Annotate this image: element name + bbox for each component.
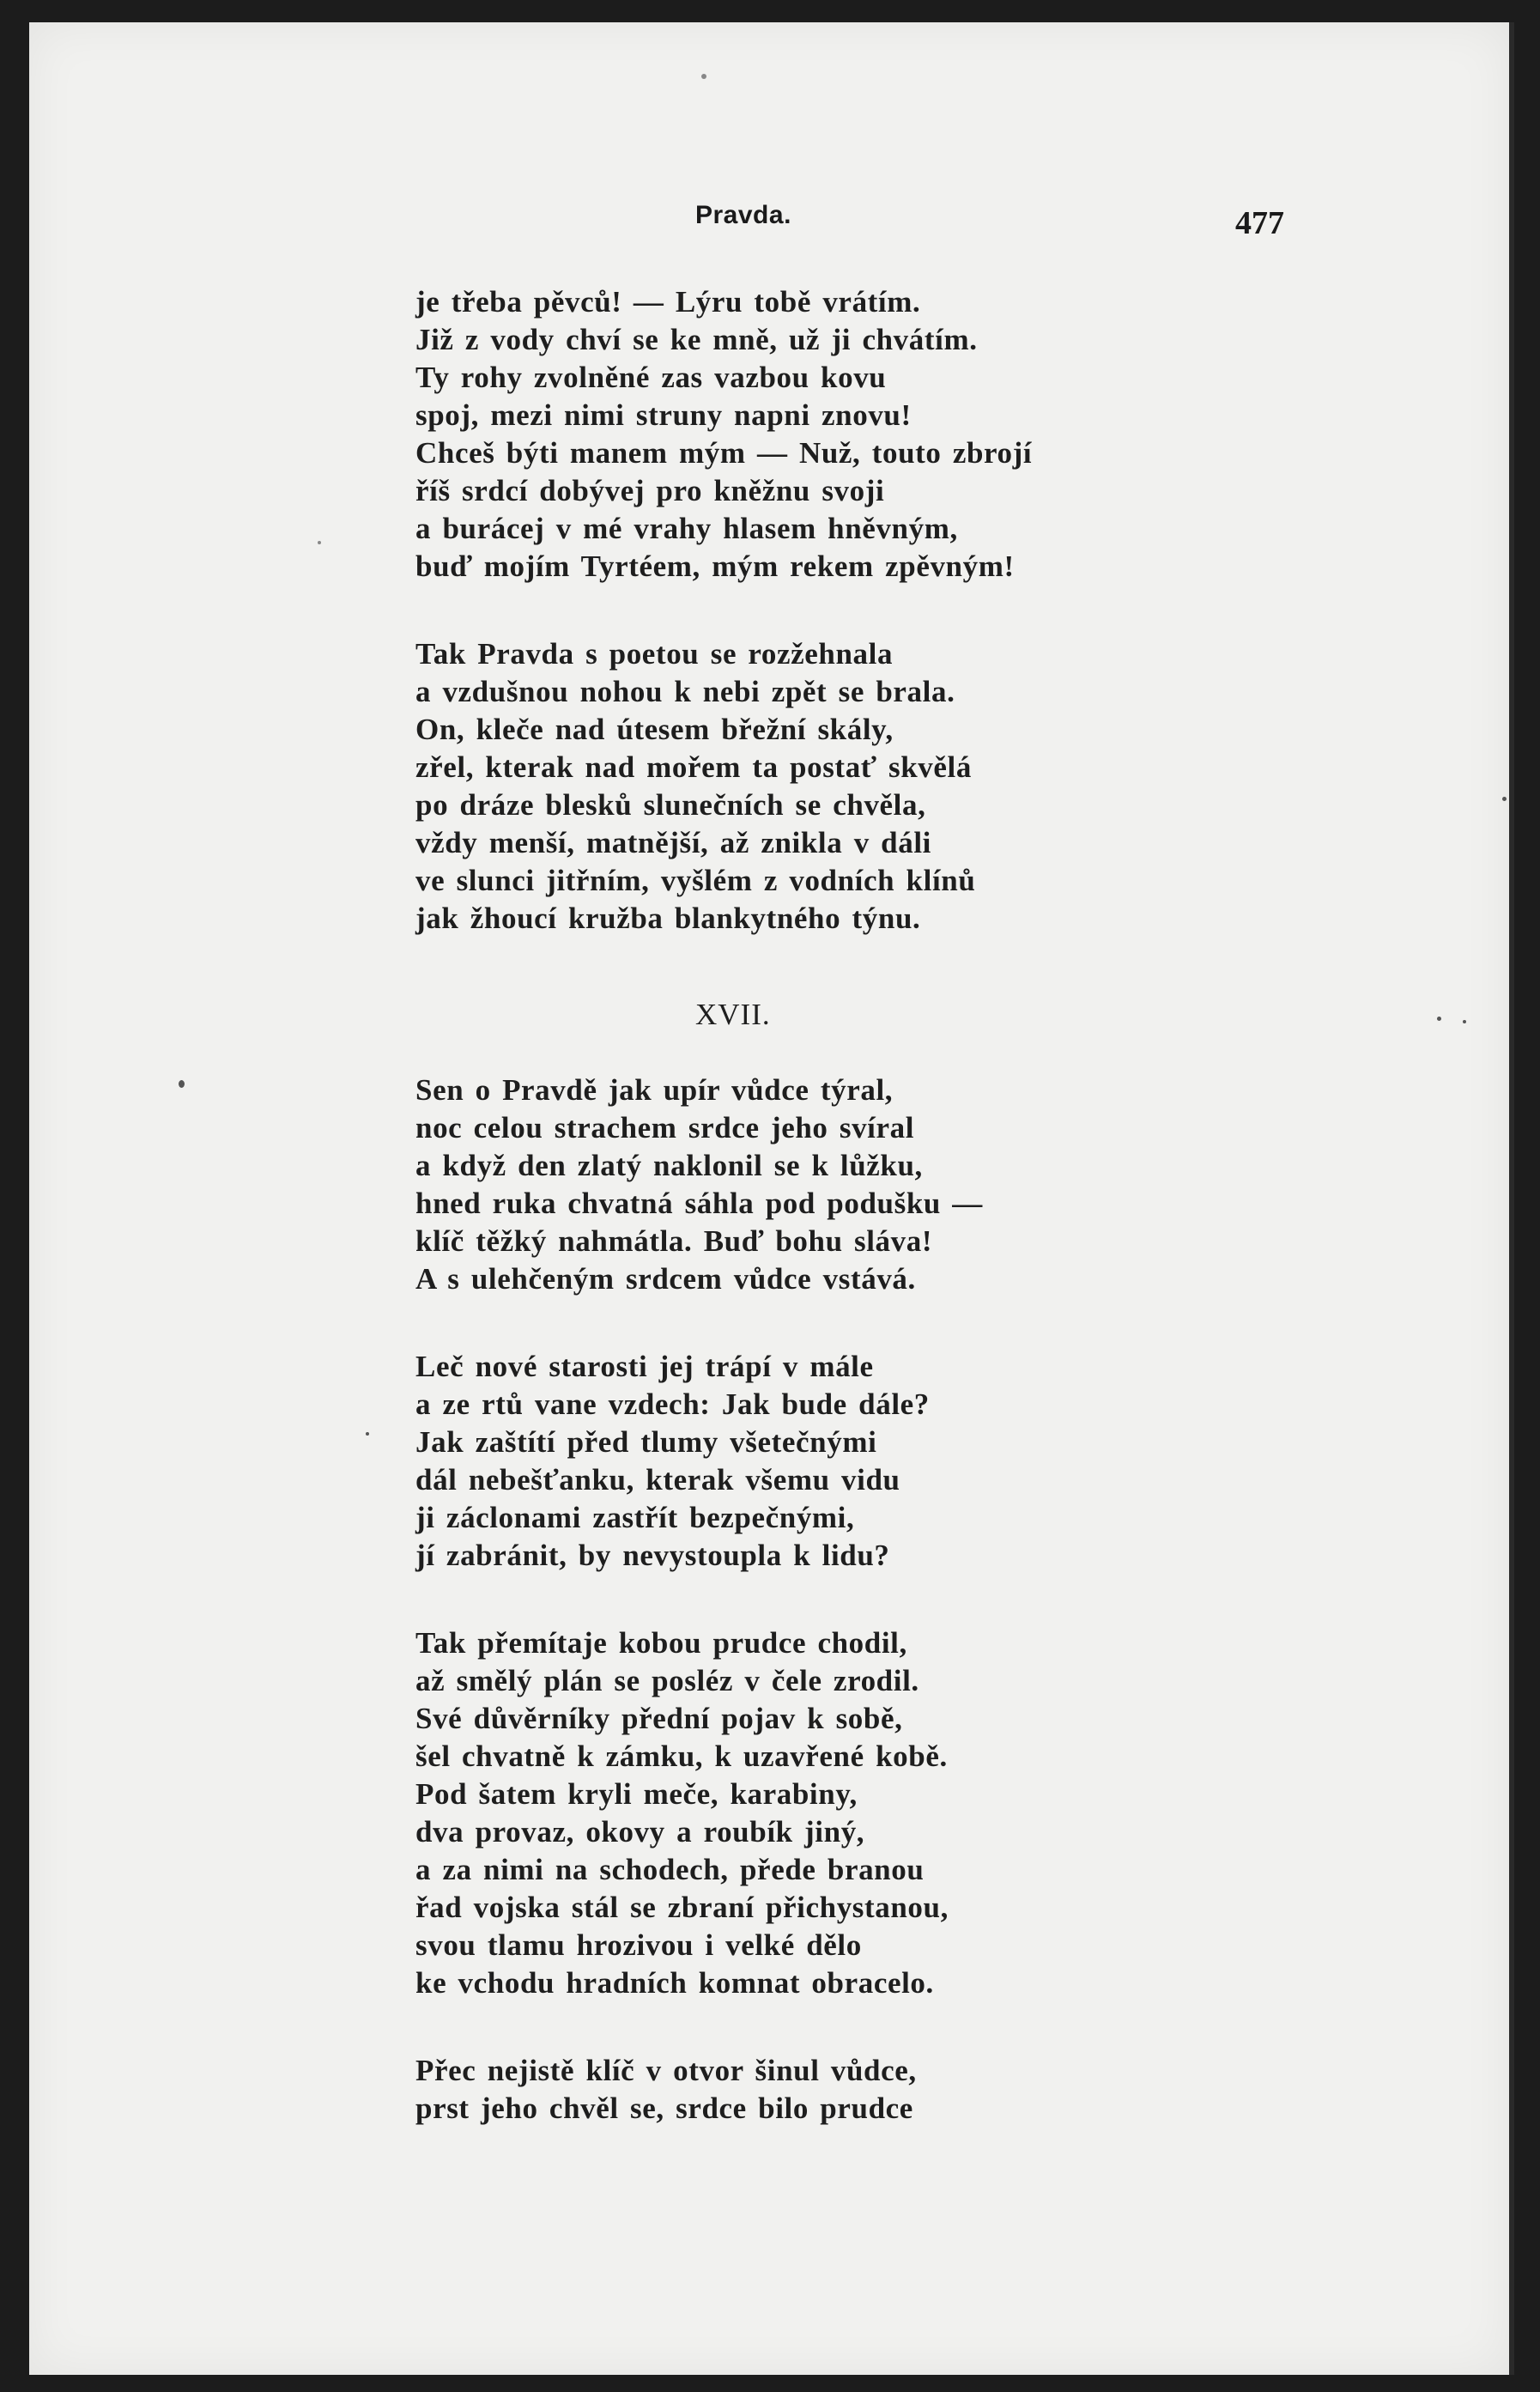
- verse-line: Ty rohy zvolněné zas vazbou kovu: [415, 361, 887, 394]
- scan-speck: [366, 1432, 369, 1436]
- verse-line: dál nebešťanku, kterak všemu vidu: [415, 1463, 900, 1497]
- verse-line: jak žhoucí kružba blankytného týnu.: [415, 902, 921, 935]
- stanza-3: [415, 1072, 1360, 1298]
- verse-line: Přec nejistě klíč v otvor šinul vůdce,: [415, 2054, 917, 2087]
- verse-line: až smělý plán se posléz v čele zrodil.: [415, 1664, 919, 1697]
- scan-speck: [1437, 1017, 1441, 1021]
- scan-speck: [179, 1080, 185, 1088]
- verse-line: buď mojím Tyrtéem, mým rekem zpěvným!: [415, 549, 1015, 583]
- verse-line: Tak přemítaje kobou prudce chodil,: [415, 1626, 907, 1660]
- verse-line: Již z vody chví se ke mně, už ji chvátím.: [415, 323, 978, 356]
- verse-line: řad vojska stál se zbraní přichystanou,: [415, 1891, 949, 1924]
- verse-line: a když den zlatý naklonil se k lůžku,: [415, 1149, 923, 1182]
- verse-line: spoj, mezi nimi struny napni znovu!: [415, 398, 912, 432]
- verse-line: Sen o Pravdě jak upír vůdce týral,: [415, 1073, 894, 1107]
- verse-line: vždy menší, matnější, až znikla v dáli: [415, 826, 931, 859]
- verse-line: svou tlamu hrozivou i velké dělo: [415, 1928, 862, 1962]
- verse-line: Své důvěrníky přední pojav k sobě,: [415, 1702, 903, 1735]
- verse-line: noc celou strachem srdce jeho svíral: [415, 1111, 915, 1144]
- verse-line: ji záclonami zastřít bezpečnými,: [415, 1501, 855, 1534]
- verse-line: zřel, kterak nad mořem ta postať skvělá: [415, 750, 972, 784]
- verse-line: ke vchodu hradních komnat obracelo.: [415, 1966, 934, 2000]
- book-page: [29, 22, 1514, 2375]
- verse-line: je třeba pěvců! — Lýru tobě vrátím.: [415, 285, 921, 319]
- verse-line: klíč těžký nahmátla. Buď bohu sláva!: [415, 1224, 933, 1258]
- verse-line: říš srdcí dobývej pro kněžnu svoji: [415, 474, 885, 507]
- verse-line: prst jeho chvěl se, srdce bilo prudce: [415, 2091, 913, 2125]
- scan-speck: [1463, 1020, 1466, 1023]
- page-header: [29, 201, 1509, 244]
- verse-line: a ze rtů vane vzdech: Jak bude dále?: [415, 1387, 930, 1421]
- verse-line: šel chvatně k zámku, k uzavřené kobě.: [415, 1739, 948, 1773]
- stanza-1: [415, 283, 1360, 586]
- verse-line: jí zabránit, by nevystoupla k lidu?: [415, 1539, 890, 1572]
- stanza-6: [415, 2052, 1360, 2128]
- section-heading: XVII.: [695, 998, 771, 1031]
- verse-line: Jak zaštítí před tlumy všetečnými: [415, 1425, 877, 1459]
- scan-speck: [1502, 797, 1507, 801]
- verse-line: a vzdušnou nohou k nebi zpět se brala.: [415, 675, 955, 708]
- verse-line: On, kleče nad útesem břežní skály,: [415, 713, 894, 746]
- verse-line: Tak Pravda s poetou se rozžehnala: [415, 637, 894, 671]
- stanza-4: [415, 1348, 1360, 1575]
- scan-speck: [318, 541, 321, 544]
- verse-line: Pod šatem kryli meče, karabiny,: [415, 1777, 858, 1811]
- verse-line: Chceš býti manem mým — Nuž, touto zbrojí: [415, 436, 1033, 470]
- stanza-2: [415, 635, 1360, 938]
- page-number: 477: [1235, 205, 1284, 241]
- running-title: Pravda.: [695, 201, 791, 229]
- verse-line: dva provaz, okovy a roubík jiný,: [415, 1815, 865, 1849]
- scan-speck: [701, 74, 706, 79]
- verse-line: ve slunci jitřním, vyšlém z vodních klínů: [415, 864, 976, 897]
- verse-line: Leč nové starosti jej trápí v mále: [415, 1350, 874, 1383]
- verse-line: a burácej v mé vrahy hlasem hněvným,: [415, 512, 958, 545]
- verse-line: a za nimi na schodech, přede branou: [415, 1853, 925, 1886]
- verse-line: po dráze blesků slunečních se chvěla,: [415, 788, 926, 822]
- stanza-5: [415, 1624, 1360, 2002]
- verse-line: A s ulehčeným srdcem vůdce vstává.: [415, 1262, 916, 1296]
- verse-line: hned ruka chvatná sáhla pod podušku —: [415, 1187, 983, 1220]
